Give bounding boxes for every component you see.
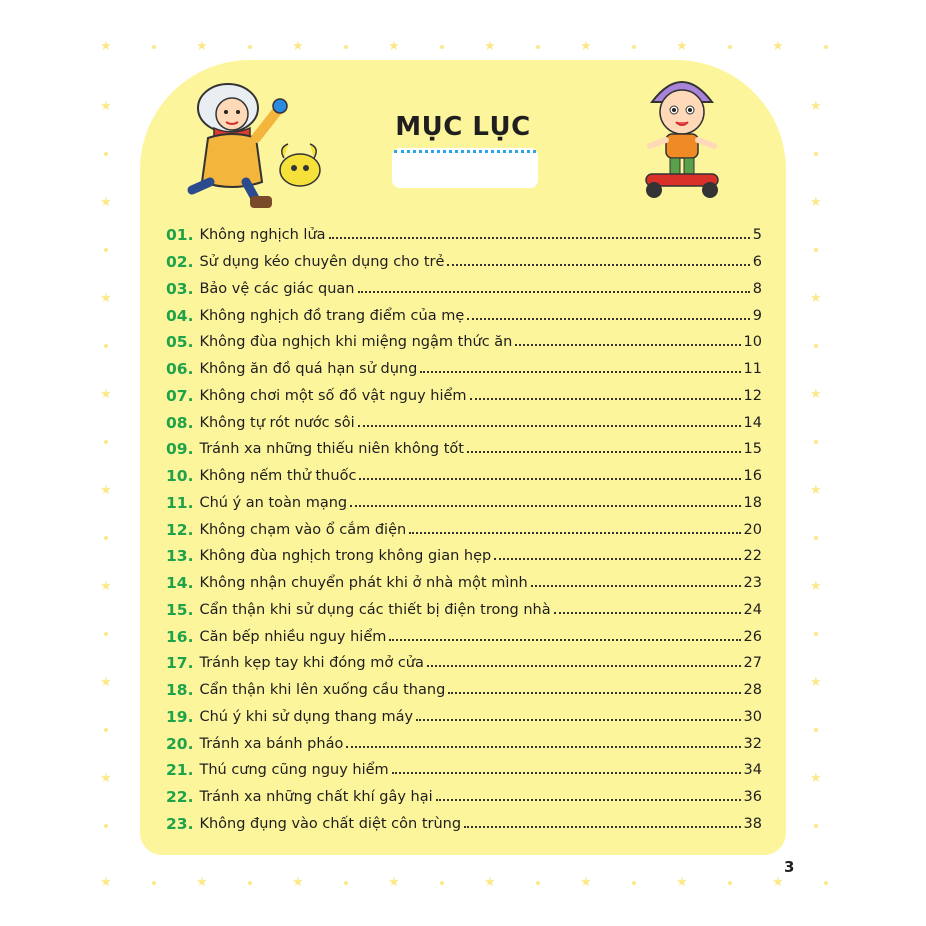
dot-leader (350, 505, 740, 507)
toc-entry-number: 10. (166, 467, 194, 486)
toc-entry (166, 677, 762, 704)
dot-decoration (814, 152, 818, 156)
toc-entry-page: 11 (743, 361, 762, 378)
dot-decoration (104, 632, 108, 636)
toc-entry-page: 14 (743, 414, 762, 431)
toc-entry-title: Không tự rót nước sôi (199, 414, 355, 431)
kid-on-hoverboard-icon (632, 70, 732, 205)
dot-decoration (104, 824, 108, 828)
toc-entry-number: 02. (166, 253, 194, 272)
star-icon: ★ (810, 387, 822, 402)
toc-entry-page: 9 (752, 307, 762, 324)
dot-leader (416, 719, 740, 721)
toc-entry-title: Sử dụng kéo chuyên dụng cho trẻ (199, 254, 445, 271)
toc-entry-number: 14. (166, 574, 194, 593)
toc-entry-title: Cẩn thận khi lên xuống cầu thang (199, 682, 446, 699)
dot-decoration (152, 881, 156, 885)
star-icon: ★ (100, 483, 112, 498)
dot-decoration (814, 440, 818, 444)
star-icon: ★ (100, 875, 112, 890)
toc-entry-number: 05. (166, 333, 194, 352)
toc-entry-title: Bảo vệ các giác quan (199, 280, 355, 297)
star-icon: ★ (292, 39, 304, 54)
star-icon: ★ (100, 387, 112, 402)
star-icon: ★ (484, 875, 496, 890)
star-icon: ★ (810, 291, 822, 306)
star-icon: ★ (100, 771, 112, 786)
dot-decoration (814, 632, 818, 636)
toc-entry-page: 5 (752, 227, 762, 244)
dot-decoration (104, 728, 108, 732)
dot-leader (531, 585, 741, 587)
dot-decoration (814, 536, 818, 540)
dot-leader (346, 746, 740, 748)
toc-entry-number: 07. (166, 386, 194, 405)
toc-entry (166, 543, 762, 570)
toc-entry-number: 04. (166, 306, 194, 325)
dot-leader (420, 371, 740, 373)
toc-entry-page: 34 (743, 762, 762, 779)
dot-decoration (248, 45, 252, 49)
toc-entry-page: 32 (743, 735, 762, 752)
toc-entry (166, 356, 762, 383)
dot-decoration (536, 881, 540, 885)
toc-entry-page: 15 (743, 441, 762, 458)
toc-entry-number: 19. (166, 707, 194, 726)
toc-entry (166, 623, 762, 650)
star-icon: ★ (810, 195, 822, 210)
toc-entry-number: 11. (166, 493, 194, 512)
star-icon: ★ (100, 291, 112, 306)
toc-entry (166, 597, 762, 624)
star-icon: ★ (292, 875, 304, 890)
dot-leader (409, 532, 740, 534)
toc-entry-number: 03. (166, 279, 194, 298)
toc-entry (166, 383, 762, 410)
toc-entry (166, 329, 762, 356)
dot-decoration (824, 45, 828, 49)
title-underline (394, 150, 536, 153)
star-icon: ★ (100, 39, 112, 54)
toc-entry-page: 30 (743, 708, 762, 725)
toc-entry-page: 36 (743, 789, 762, 806)
toc-entry-page: 22 (743, 548, 762, 565)
star-icon: ★ (388, 39, 400, 54)
toc-entry-number: 17. (166, 654, 194, 673)
toc-entry-title: Chú ý khi sử dụng thang máy (199, 708, 414, 725)
page-title: MỤC LỤC (395, 112, 531, 142)
dot-leader (448, 692, 740, 694)
toc-entry-number: 18. (166, 681, 194, 700)
star-icon: ★ (196, 39, 208, 54)
star-icon: ★ (388, 875, 400, 890)
toc-entry-title: Không ăn đồ quá hạn sử dụng (199, 361, 418, 378)
star-icon: ★ (580, 875, 592, 890)
toc-entry (166, 784, 762, 811)
dot-leader (515, 344, 740, 346)
dot-leader (358, 425, 741, 427)
toc-entry-number: 09. (166, 440, 194, 459)
dot-leader (358, 291, 750, 293)
toc-entry-number: 08. (166, 413, 194, 432)
toc-entry-page: 24 (743, 601, 762, 618)
toc-entry (166, 730, 762, 757)
toc-entry-title: Không nhận chuyển phát khi ở nhà một mình (199, 575, 528, 592)
toc-entry (166, 463, 762, 490)
toc-entry-number: 01. (166, 226, 194, 245)
toc-entry-page: 26 (743, 628, 762, 645)
table-of-contents (166, 222, 762, 837)
star-icon: ★ (772, 39, 784, 54)
star-icon: ★ (484, 39, 496, 54)
toc-entry-title: Không đùa nghịch trong không gian hẹp (199, 548, 492, 565)
dot-leader (427, 665, 741, 667)
toc-entry-page: 6 (752, 254, 762, 271)
star-icon: ★ (100, 99, 112, 114)
dot-leader (494, 558, 740, 560)
toc-entry-number: 06. (166, 360, 194, 379)
dot-decoration (344, 881, 348, 885)
toc-entry-number: 22. (166, 788, 194, 807)
toc-entry-title: Tránh kẹp tay khi đóng mở cửa (199, 655, 424, 672)
star-icon: ★ (676, 39, 688, 54)
toc-entry-page: 16 (743, 468, 762, 485)
toc-entry-number: 23. (166, 814, 194, 833)
toc-entry-page: 8 (752, 280, 762, 297)
dot-leader (470, 398, 741, 400)
toc-entry-title: Căn bếp nhiều nguy hiểm (199, 628, 387, 645)
dot-decoration (440, 45, 444, 49)
toc-entry (166, 490, 762, 517)
toc-entry (166, 409, 762, 436)
dot-leader (464, 826, 740, 828)
toc-entry-number: 15. (166, 600, 194, 619)
dot-leader (329, 237, 750, 239)
toc-entry-title: Không nghịch lửa (199, 227, 326, 244)
dot-leader (389, 639, 740, 641)
star-icon: ★ (580, 39, 592, 54)
dot-decoration (440, 881, 444, 885)
toc-entry (166, 249, 762, 276)
star-icon: ★ (810, 99, 822, 114)
toc-entry-page: 10 (743, 334, 762, 351)
page-number: 3 (784, 858, 795, 876)
dot-decoration (248, 881, 252, 885)
dot-decoration (814, 248, 818, 252)
dot-decoration (104, 152, 108, 156)
toc-entry-number: 12. (166, 520, 194, 539)
toc-entry-title: Không chơi một số đồ vật nguy hiểm (199, 387, 467, 404)
dot-decoration (728, 881, 732, 885)
winter-kid-with-dog-icon (180, 78, 330, 218)
toc-entry (166, 276, 762, 303)
toc-entry-title: Không chạm vào ổ cắm điện (199, 521, 407, 538)
star-icon: ★ (100, 579, 112, 594)
dot-leader (554, 612, 741, 614)
toc-entry-page: 23 (743, 575, 762, 592)
dot-decoration (104, 248, 108, 252)
toc-entry (166, 222, 762, 249)
dot-decoration (536, 45, 540, 49)
toc-entry-title: Không nếm thử thuốc (199, 468, 357, 485)
star-icon: ★ (810, 579, 822, 594)
star-icon: ★ (676, 875, 688, 890)
dot-leader (436, 799, 741, 801)
star-icon: ★ (810, 483, 822, 498)
toc-entry (166, 811, 762, 838)
toc-entry-number: 21. (166, 761, 194, 780)
toc-entry-title: Thú cưng cũng nguy hiểm (199, 762, 389, 779)
toc-entry-page: 28 (743, 682, 762, 699)
toc-entry-page: 18 (743, 494, 762, 511)
toc-entry (166, 757, 762, 784)
dot-leader (359, 478, 740, 480)
dot-leader (467, 318, 750, 320)
dot-decoration (814, 728, 818, 732)
toc-entry-title: Không nghịch đồ trang điểm của mẹ (199, 307, 465, 324)
dot-leader (447, 264, 749, 266)
star-icon: ★ (810, 675, 822, 690)
star-icon: ★ (772, 875, 784, 890)
dot-decoration (728, 45, 732, 49)
dot-decoration (632, 45, 636, 49)
star-icon: ★ (100, 195, 112, 210)
star-icon: ★ (100, 675, 112, 690)
dot-leader (392, 772, 741, 774)
toc-entry-title: Không đùa nghịch khi miệng ngậm thức ăn (199, 334, 513, 351)
toc-entry-number: 20. (166, 734, 194, 753)
toc-entry-page: 12 (743, 387, 762, 404)
toc-entry (166, 436, 762, 463)
toc-entry (166, 516, 762, 543)
toc-entry-title: Chú ý an toàn mạng (199, 494, 348, 511)
dot-decoration (814, 344, 818, 348)
toc-entry-number: 13. (166, 547, 194, 566)
star-icon: ★ (810, 771, 822, 786)
toc-entry-title: Tránh xa những thiếu niên không tốt (199, 441, 464, 458)
toc-entry-title: Tránh xa bánh pháo (199, 735, 344, 752)
toc-entry-title: Cẩn thận khi sử dụng các thiết bị điện trong nhà (199, 601, 551, 618)
dot-decoration (104, 536, 108, 540)
toc-entry (166, 570, 762, 597)
dot-leader (467, 451, 741, 453)
dot-decoration (824, 881, 828, 885)
toc-entry-page: 38 (743, 815, 762, 832)
toc-entry-title: Tránh xa những chất khí gây hại (199, 789, 433, 806)
title-box (392, 148, 538, 188)
star-icon: ★ (196, 875, 208, 890)
toc-entry-page: 27 (743, 655, 762, 672)
dot-decoration (814, 824, 818, 828)
dot-decoration (104, 344, 108, 348)
dot-decoration (152, 45, 156, 49)
dot-decoration (632, 881, 636, 885)
toc-entry-title: Không đụng vào chất diệt côn trùng (199, 815, 462, 832)
toc-entry (166, 302, 762, 329)
dot-decoration (344, 45, 348, 49)
toc-entry (166, 650, 762, 677)
dot-decoration (104, 440, 108, 444)
toc-entry-number: 16. (166, 627, 194, 646)
toc-entry (166, 704, 762, 731)
toc-entry-page: 20 (743, 521, 762, 538)
